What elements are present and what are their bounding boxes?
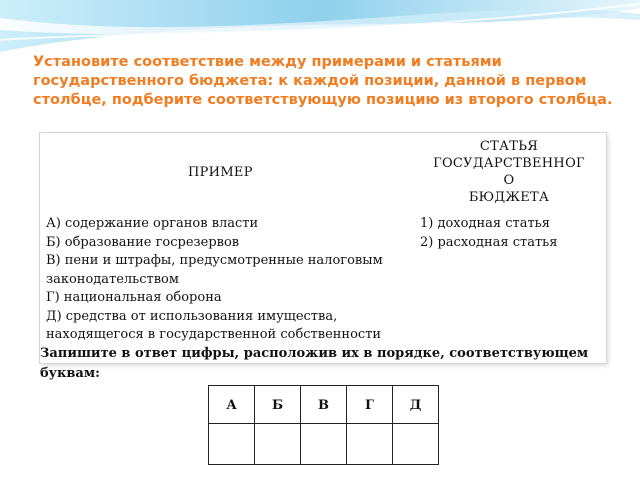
answer-cell-b[interactable] [255,424,301,465]
column-header-examples: ПРИМЕР [188,165,253,180]
budget-item-expense: 2) расходная статья [420,234,558,250]
example-item-v: В) пени и штрафы, предусмотренные налоговым законодательством [46,253,383,287]
budget-header-line: О [503,173,515,188]
answer-cell-g[interactable] [347,424,393,465]
answer-header-d: Д [393,386,439,424]
answer-cell-a[interactable] [209,424,255,465]
answer-header-b: Б [255,386,301,424]
answer-cell-v[interactable] [301,424,347,465]
answer-table [208,385,439,465]
examples-list [46,215,411,345]
budget-items-list [420,215,605,252]
example-item-g: Г) национальная оборона [46,290,222,305]
budget-header-line: СТАТЬЯ [479,139,539,154]
answer-header-g: Г [347,386,393,424]
column-header-budget-items [415,138,603,206]
budget-header-line: ГОСУДАРСТВЕННОГ [433,156,585,171]
example-item-d: Д) средства от использования имущества, находящегося в государственной собственности [46,308,382,342]
answer-cell-d[interactable] [393,424,439,465]
example-item-b: Б) образование госрезервов [46,234,240,250]
budget-header-line: БЮДЖЕТА [468,190,550,205]
answer-header-a: А [209,386,255,424]
answer-instruction: Запишите в ответ цифры, расположив их в порядке, соответствующем буквам: [40,346,589,381]
header-swoosh-decoration [0,0,640,60]
answer-header-v: В [301,386,347,424]
example-item-a: А) содержание органов власти [46,216,259,231]
task-title: Установите соответствие между примерами и статьями государственного бюджета: к каждой позиции, данной в первом столбце, подберите соответствующую позицию из второго столбца. [33,54,613,108]
budget-item-income: 1) доходная статья [420,216,550,231]
